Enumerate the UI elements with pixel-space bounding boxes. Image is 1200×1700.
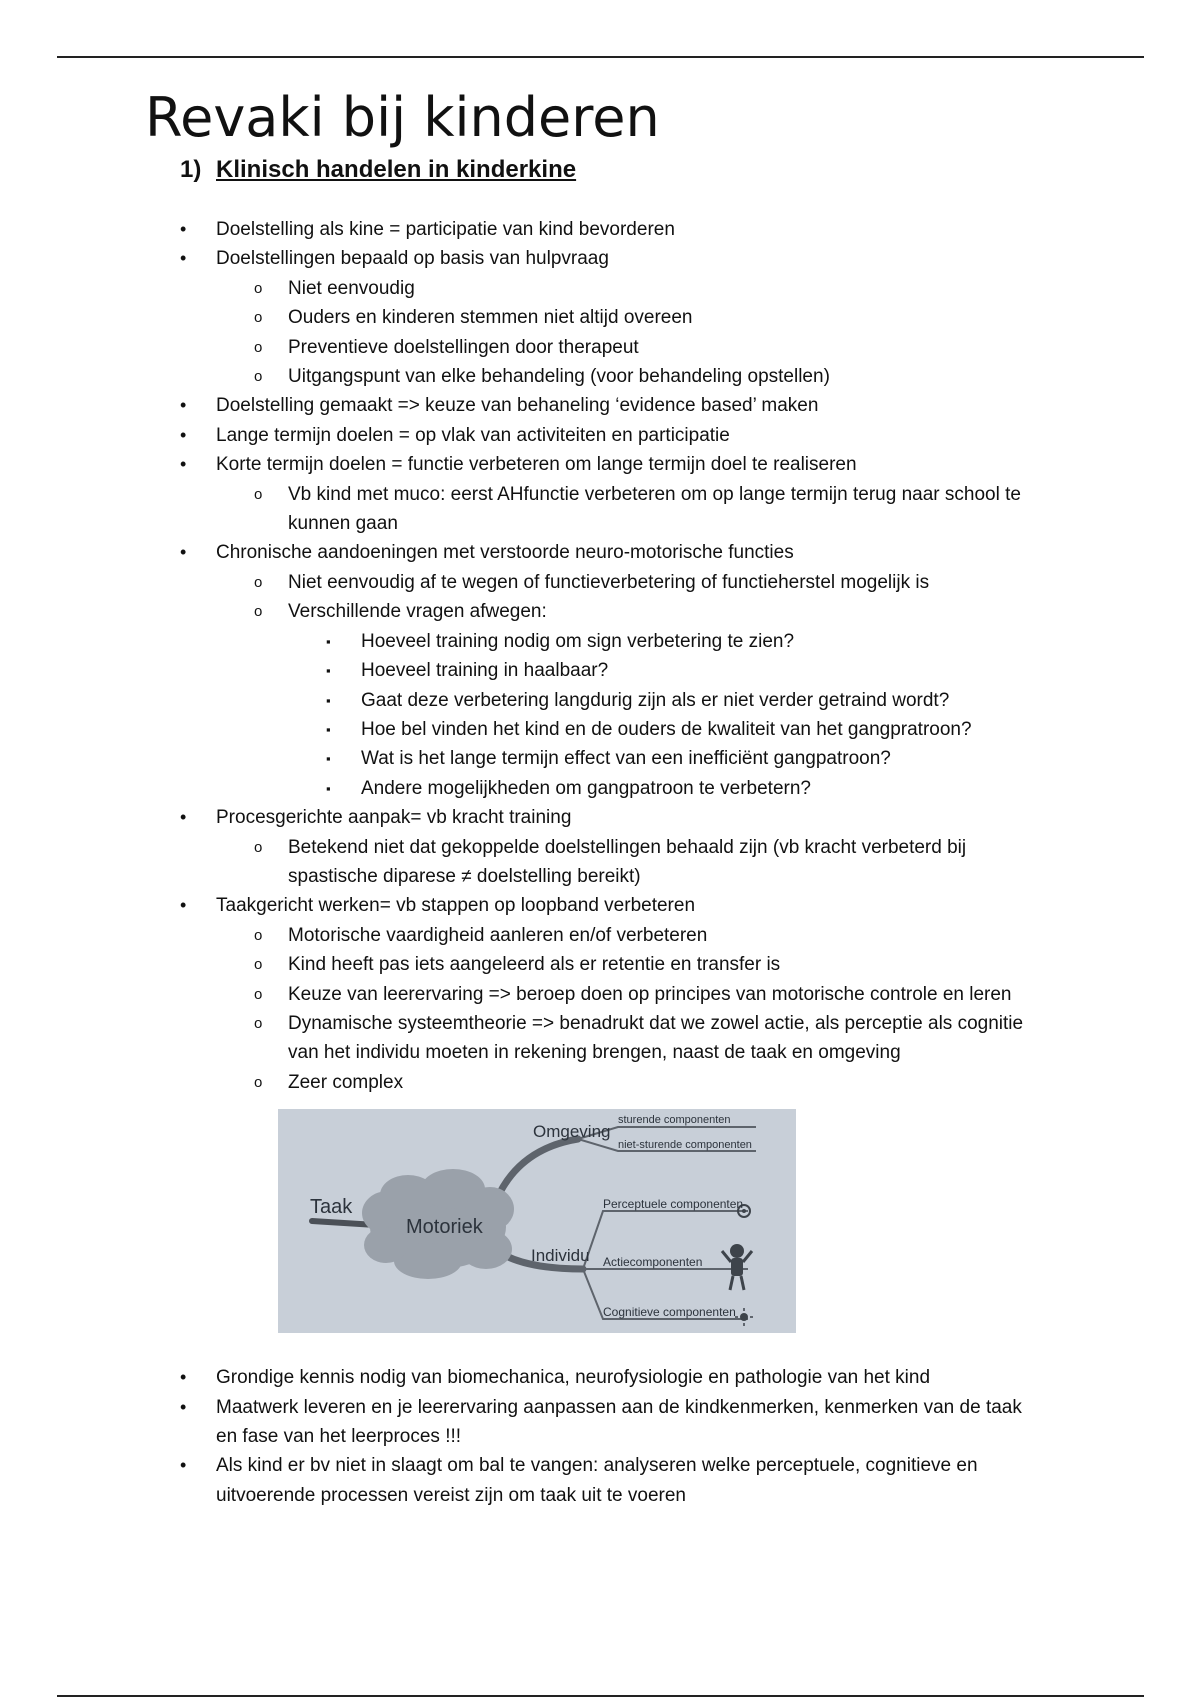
taak-label: Taak bbox=[310, 1196, 353, 1219]
list-item-text: Keuze van leerervaring => beroep doen op principes van motorische controle en leren bbox=[288, 983, 1012, 1005]
bullet-marker: o bbox=[254, 309, 263, 327]
bullet-marker: o bbox=[254, 1014, 263, 1032]
list-item bbox=[0, 362, 1038, 391]
bullet-marker: • bbox=[180, 248, 187, 269]
list-item-text: Preventieve doelstellingen door therapeut bbox=[288, 336, 639, 358]
bullet-marker: ▪ bbox=[326, 780, 331, 796]
list-item bbox=[0, 744, 1041, 773]
list-item bbox=[0, 980, 1038, 1009]
list-item bbox=[0, 480, 1038, 539]
list-item bbox=[0, 538, 1036, 567]
bullet-marker: ▪ bbox=[326, 663, 331, 679]
list-item-text: Kind heeft pas iets aangeleerd als er retentie en transfer is bbox=[288, 954, 781, 976]
content bbox=[0, 215, 1200, 1510]
list-item bbox=[0, 686, 1041, 715]
list-item-text: Doelstellingen bepaald op basis van hulpvraag bbox=[216, 248, 609, 270]
list-item-text: Vb kind met muco: eerst AHfunctie verbeteren om op lange termijn terug naar school te kunnen gaan bbox=[288, 483, 1021, 535]
bullet-marker: • bbox=[180, 424, 187, 445]
list-item bbox=[0, 715, 1041, 744]
list-item bbox=[0, 1068, 1038, 1097]
motor-learning-diagram bbox=[278, 1109, 796, 1333]
list-item-text: Zeer complex bbox=[288, 1071, 404, 1093]
list-item bbox=[0, 891, 1036, 920]
perceptuele-label: Perceptuele componenten bbox=[603, 1197, 744, 1212]
bullet-marker: • bbox=[180, 542, 187, 563]
actie-label: Actiecomponenten bbox=[603, 1255, 703, 1270]
list-item-text: Korte termijn doelen = functie verbeteren om lange termijn doel te realiseren bbox=[216, 454, 857, 476]
sturende-label: sturende componenten bbox=[618, 1114, 731, 1127]
bullet-marker: o bbox=[254, 368, 263, 386]
bullet-marker: o bbox=[254, 838, 263, 856]
section-number: 1) bbox=[180, 156, 202, 183]
niet-sturende-label: niet-sturende componenten bbox=[618, 1139, 752, 1152]
list-item-text: Grondige kennis nodig van biomechanica, neurofysiologie en pathologie van het kind bbox=[216, 1367, 931, 1389]
list-item-text: Betekend niet dat gekoppelde doelstellingen behaald zijn (vb kracht verbeterd bij spastische diparese ≠ doelstelling bereikt) bbox=[288, 836, 967, 887]
document-title: Revaki bij kinderen bbox=[145, 86, 660, 149]
bullet-marker: o bbox=[254, 603, 263, 621]
list-item bbox=[0, 774, 1041, 803]
list-item bbox=[0, 450, 1036, 479]
list-item bbox=[0, 833, 1038, 892]
list-item-text: Lange termijn doelen = op vlak van activiteiten en participatie bbox=[216, 424, 730, 446]
list-item-text: Verschillende vragen afwegen: bbox=[288, 601, 547, 623]
list-item bbox=[0, 391, 1036, 420]
list-item bbox=[0, 950, 1038, 979]
bullet-marker: • bbox=[180, 1455, 187, 1476]
bullet-marker: • bbox=[180, 219, 187, 239]
bullet-marker: o bbox=[254, 279, 263, 297]
bottom-rule bbox=[57, 1695, 1144, 1697]
section-title: Klinisch handelen in kinderkine bbox=[216, 156, 577, 183]
list-item bbox=[0, 803, 1036, 832]
bullet-marker: o bbox=[254, 926, 263, 944]
list-item-text: Hoeveel training nodig om sign verbetering te zien? bbox=[361, 630, 795, 652]
list-item-text: Chronische aandoeningen met verstoorde neuro-motorische functies bbox=[216, 542, 794, 564]
bullet-marker: o bbox=[254, 1073, 263, 1091]
bullet-marker: ▪ bbox=[326, 692, 331, 708]
list-item bbox=[0, 421, 1036, 450]
list-item bbox=[0, 656, 1041, 685]
list-item-text: Procesgerichte aanpak= vb kracht training bbox=[216, 807, 572, 829]
list-item-text: Motorische vaardigheid aanleren en/of verbeteren bbox=[288, 924, 708, 946]
list-item-text: Als kind er bv niet in slaagt om bal te vangen: analyseren welke perceptuele, cognitieve en uitvoerende processen vereist zijn om taak uit te voeren bbox=[216, 1455, 978, 1506]
individu-label: Individu bbox=[531, 1246, 590, 1266]
bullet-marker: o bbox=[254, 573, 263, 591]
list-item bbox=[0, 1009, 1038, 1068]
bullet-marker: o bbox=[254, 985, 263, 1003]
list-item-text: Uitgangspunt van elke behandeling (voor behandeling opstellen) bbox=[288, 366, 830, 388]
top-rule bbox=[57, 56, 1144, 58]
list-item bbox=[0, 274, 1038, 303]
list-item bbox=[0, 921, 1038, 950]
bullet-marker: o bbox=[254, 485, 263, 503]
list-item-text: Maatwerk leveren en je leerervaring aanpassen aan de kindkenmerken, kenmerken van de taak en fase van het leerproces !!! bbox=[216, 1396, 1022, 1447]
section-heading bbox=[180, 155, 576, 185]
list-item bbox=[0, 568, 1038, 597]
bullet-marker: o bbox=[254, 956, 263, 974]
list-item-text: Niet eenvoudig bbox=[288, 277, 415, 299]
list-item-text: Hoe bel vinden het kind en de ouders de kwaliteit van het gangpratroon? bbox=[361, 718, 972, 740]
list-item-text: Ouders en kinderen stemmen niet altijd overeen bbox=[288, 307, 693, 329]
motoriek-label: Motoriek bbox=[406, 1216, 483, 1239]
list-item bbox=[0, 215, 1036, 244]
bullet-marker: o bbox=[254, 338, 263, 356]
bullet-marker: • bbox=[180, 1367, 187, 1388]
bullet-marker: • bbox=[180, 1396, 187, 1417]
list-item-text: Wat is het lange termijn effect van een inefficiënt gangpatroon? bbox=[361, 748, 891, 770]
bullet-marker: • bbox=[180, 895, 187, 916]
list-item-text: Gaat deze verbetering langdurig zijn als er niet verder getraind wordt? bbox=[361, 689, 950, 711]
list-item-text: Doelstelling als kine = participatie van kind bevorderen bbox=[216, 219, 675, 240]
list-item bbox=[0, 303, 1038, 332]
bullet-marker: ▪ bbox=[326, 751, 331, 767]
list-item bbox=[0, 244, 1036, 273]
list-item-text: Hoeveel training in haalbaar? bbox=[361, 660, 609, 682]
bullet-marker: • bbox=[180, 807, 187, 828]
list-item bbox=[0, 597, 1038, 626]
list-item bbox=[0, 1363, 1036, 1392]
bullet-marker: • bbox=[180, 454, 187, 475]
list-item bbox=[0, 627, 1041, 656]
omgeving-label: Omgeving bbox=[533, 1122, 611, 1142]
bullet-marker: ▪ bbox=[326, 721, 331, 737]
cognitieve-label: Cognitieve componenten bbox=[603, 1305, 736, 1320]
list-item-text: Andere mogelijkheden om gangpatroon te verbetern? bbox=[361, 777, 811, 799]
list-item-text: Taakgericht werken= vb stappen op loopband verbeteren bbox=[216, 895, 696, 917]
bullet-marker: • bbox=[180, 395, 187, 416]
list-item-text: Doelstelling gemaakt => keuze van behaneling ‘evidence based’ maken bbox=[216, 395, 819, 417]
bullet-marker: ▪ bbox=[326, 633, 331, 649]
list-item bbox=[0, 1451, 1036, 1510]
list-item-text: Dynamische systeemtheorie => benadrukt dat we zowel actie, als perceptie als cognitie van het individu moeten in rekening brengen, naast de taak en omgeving bbox=[288, 1012, 1024, 1064]
list-item bbox=[0, 333, 1038, 362]
diagram-svg bbox=[278, 1109, 796, 1333]
list-item-text: Niet eenvoudig af te wegen of functieverbetering of functieherstel mogelijk is bbox=[288, 571, 930, 593]
list-item bbox=[0, 1393, 1036, 1452]
